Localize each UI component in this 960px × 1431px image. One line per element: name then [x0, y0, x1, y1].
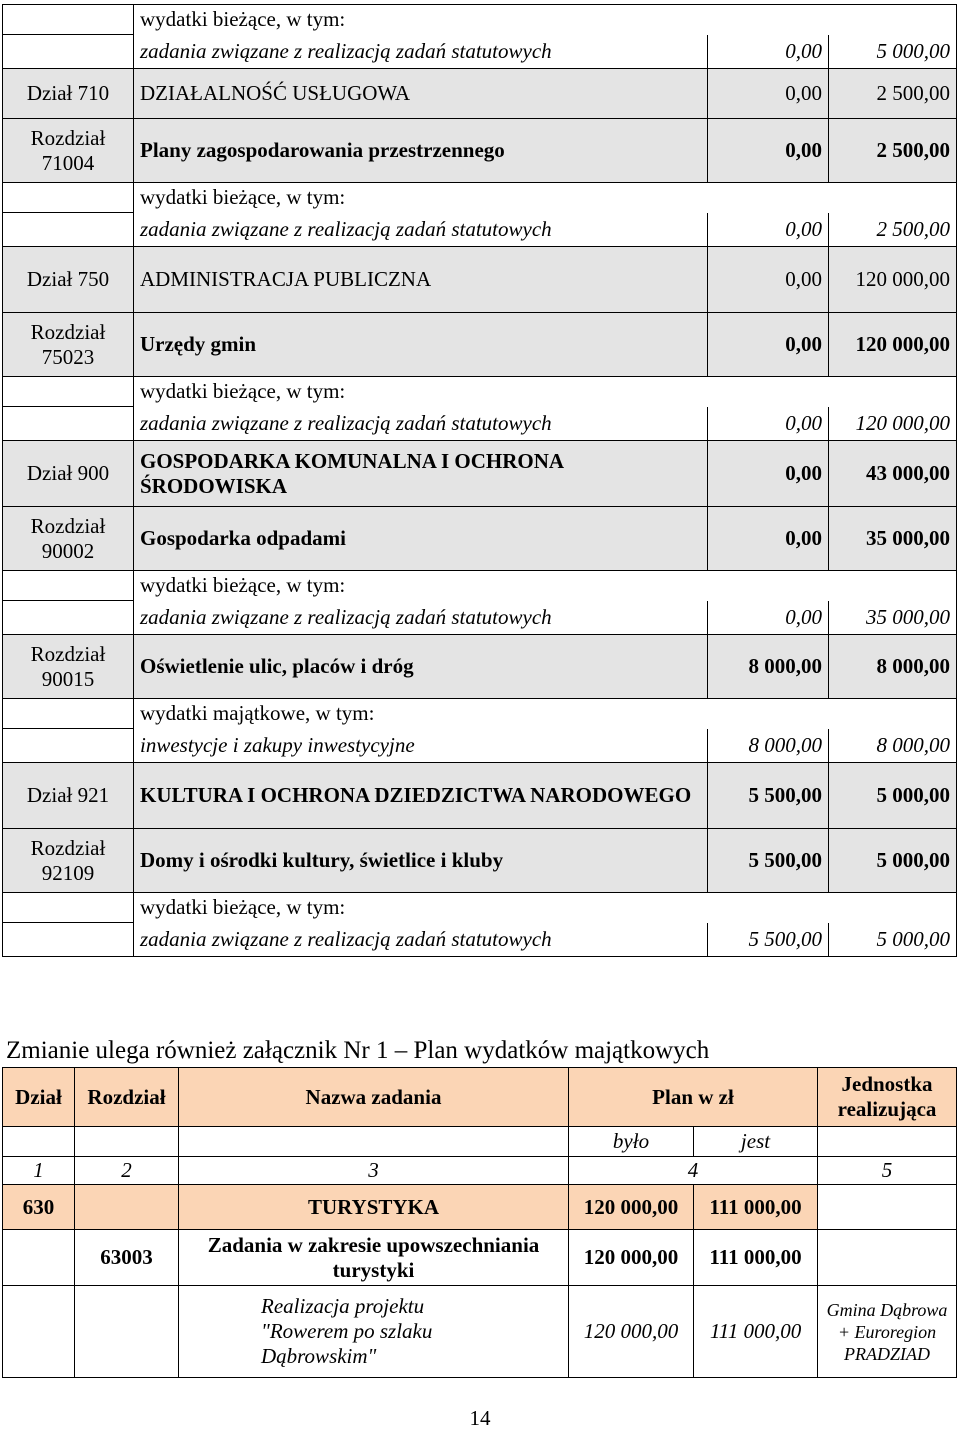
column-number: 3: [179, 1157, 569, 1185]
value-after: 111 000,00: [694, 1230, 818, 1286]
table-row: [3, 1185, 957, 1230]
table-row: [3, 5, 957, 35]
value-after: 2 500,00: [829, 69, 957, 119]
value-after: 5 000,00: [829, 923, 957, 957]
table-row: [3, 729, 957, 763]
capital-expenditure-table: [2, 1067, 957, 1378]
table-row: [3, 763, 957, 829]
value-before: 0,00: [708, 35, 829, 69]
value-after: 120 000,00: [829, 313, 957, 377]
value-after: 2 500,00: [829, 119, 957, 183]
section-code: Dział 900: [3, 441, 134, 507]
subheader-bylo: było: [569, 1127, 694, 1157]
expenditure-table: [2, 4, 957, 957]
value-before: 0,00: [708, 69, 829, 119]
value-after: 43 000,00: [829, 441, 957, 507]
section-code: Rozdział 90015: [3, 635, 134, 699]
value-before: 120 000,00: [569, 1286, 694, 1378]
row-description: wydatki majątkowe, w tym:: [134, 699, 957, 729]
row-description: wydatki bieżące, w tym:: [134, 377, 957, 407]
value-after: 111 000,00: [694, 1185, 818, 1230]
row-description: wydatki bieżące, w tym:: [134, 893, 957, 923]
table-row: [3, 601, 957, 635]
column-number: 1: [3, 1157, 75, 1185]
section-code: Rozdział 71004: [3, 119, 134, 183]
section-code: Dział 710: [3, 69, 134, 119]
table-row: [3, 313, 957, 377]
row-description: zadania związane z realizacją zadań statutowych: [134, 213, 708, 247]
value-before: 0,00: [708, 213, 829, 247]
header-nazwa: Nazwa zadania: [179, 1068, 569, 1127]
task-name: Realizacja projektu "Rowerem po szlaku Dąbrowskim": [179, 1286, 569, 1378]
row-description: wydatki bieżące, w tym:: [134, 5, 957, 35]
header-rozdzial: Rozdział: [75, 1068, 179, 1127]
value-after: 120 000,00: [829, 247, 957, 313]
table-row: [3, 407, 957, 441]
value-before: 0,00: [708, 441, 829, 507]
header-row: [3, 1068, 957, 1127]
value-before: 0,00: [708, 507, 829, 571]
subheader-jest: jest: [694, 1127, 818, 1157]
table-row: [3, 183, 957, 213]
value-after: 5 000,00: [829, 35, 957, 69]
value-after: 2 500,00: [829, 213, 957, 247]
table-row: [3, 247, 957, 313]
rozdzial-code: 63003: [75, 1230, 179, 1286]
value-after: 8 000,00: [829, 635, 957, 699]
section-code: Rozdział 90002: [3, 507, 134, 571]
section-name: KULTURA I OCHRONA DZIEDZICTWA NARODOWEGO: [134, 763, 708, 829]
section-code: Dział 921: [3, 763, 134, 829]
header-dzial: Dział: [3, 1068, 75, 1127]
table-row: [3, 119, 957, 183]
table-row: [3, 441, 957, 507]
column-number: 5: [818, 1157, 957, 1185]
section-name: Plany zagospodarowania przestrzennego: [134, 119, 708, 183]
section-name: Domy i ośrodki kultury, świetlice i kluby: [134, 829, 708, 893]
section-code: Rozdział 92109: [3, 829, 134, 893]
section-code: Rozdział 75023: [3, 313, 134, 377]
subheader-row: [3, 1127, 957, 1157]
header-plan: Plan w zł: [569, 1068, 818, 1127]
column-number: 4: [569, 1157, 818, 1185]
row-description: inwestycje i zakupy inwestycyjne: [134, 729, 708, 763]
row-description: zadania związane z realizacją zadań statutowych: [134, 601, 708, 635]
section-name: Gospodarka odpadami: [134, 507, 708, 571]
table-row: [3, 829, 957, 893]
value-after: 35 000,00: [829, 601, 957, 635]
value-before: 5 500,00: [708, 923, 829, 957]
value-after: 5 000,00: [829, 763, 957, 829]
value-before: 0,00: [708, 247, 829, 313]
row-description: zadania związane z realizacją zadań statutowych: [134, 407, 708, 441]
value-after: 8 000,00: [829, 729, 957, 763]
table-row: [3, 35, 957, 69]
value-before: 8 000,00: [708, 635, 829, 699]
table-row: [3, 507, 957, 571]
table-row: [3, 571, 957, 601]
value-before: 120 000,00: [569, 1185, 694, 1230]
dzial-code: 630: [3, 1185, 75, 1230]
column-number: 2: [75, 1157, 179, 1185]
table-row: [3, 893, 957, 923]
row-description: wydatki bieżące, w tym:: [134, 571, 957, 601]
table-row: [3, 1230, 957, 1286]
value-before: 0,00: [708, 407, 829, 441]
column-number-row: [3, 1157, 957, 1185]
task-name: TURYSTYKA: [179, 1185, 569, 1230]
value-before: 8 000,00: [708, 729, 829, 763]
table-row: [3, 923, 957, 957]
row-description: zadania związane z realizacją zadań statutowych: [134, 923, 708, 957]
table-row: [3, 377, 957, 407]
value-before: 5 500,00: [708, 829, 829, 893]
table-row: [3, 699, 957, 729]
table-row: [3, 213, 957, 247]
table-row: [3, 69, 957, 119]
section-name: Urzędy gmin: [134, 313, 708, 377]
section-name: Oświetlenie ulic, placów i dróg: [134, 635, 708, 699]
table-row: [3, 1286, 957, 1378]
value-before: 120 000,00: [569, 1230, 694, 1286]
implementing-unit: Gmina Dąbrowa + Euroregion PRADZIAD: [818, 1286, 957, 1378]
value-before: 0,00: [708, 313, 829, 377]
task-name: Zadania w zakresie upowszechniania turystyki: [179, 1230, 569, 1286]
attachment-note: Zmianie ulega również załącznik Nr 1 – Plan wydatków majątkowych: [6, 1037, 710, 1064]
row-description: zadania związane z realizacją zadań statutowych: [134, 35, 708, 69]
value-after: 35 000,00: [829, 507, 957, 571]
section-code: Dział 750: [3, 247, 134, 313]
table-row: [3, 635, 957, 699]
section-name: ADMINISTRACJA PUBLICZNA: [134, 247, 708, 313]
row-description: wydatki bieżące, w tym:: [134, 183, 957, 213]
value-after: 111 000,00: [694, 1286, 818, 1378]
section-name: GOSPODARKA KOMUNALNA I OCHRONA ŚRODOWISKA: [134, 441, 708, 507]
header-jednostka: Jednostka realizująca: [818, 1068, 957, 1127]
value-after: 5 000,00: [829, 829, 957, 893]
value-before: 0,00: [708, 601, 829, 635]
value-after: 120 000,00: [829, 407, 957, 441]
value-before: 5 500,00: [708, 763, 829, 829]
section-name: DZIAŁALNOŚĆ USŁUGOWA: [134, 69, 708, 119]
value-before: 0,00: [708, 119, 829, 183]
page-number: 14: [469, 1406, 491, 1430]
